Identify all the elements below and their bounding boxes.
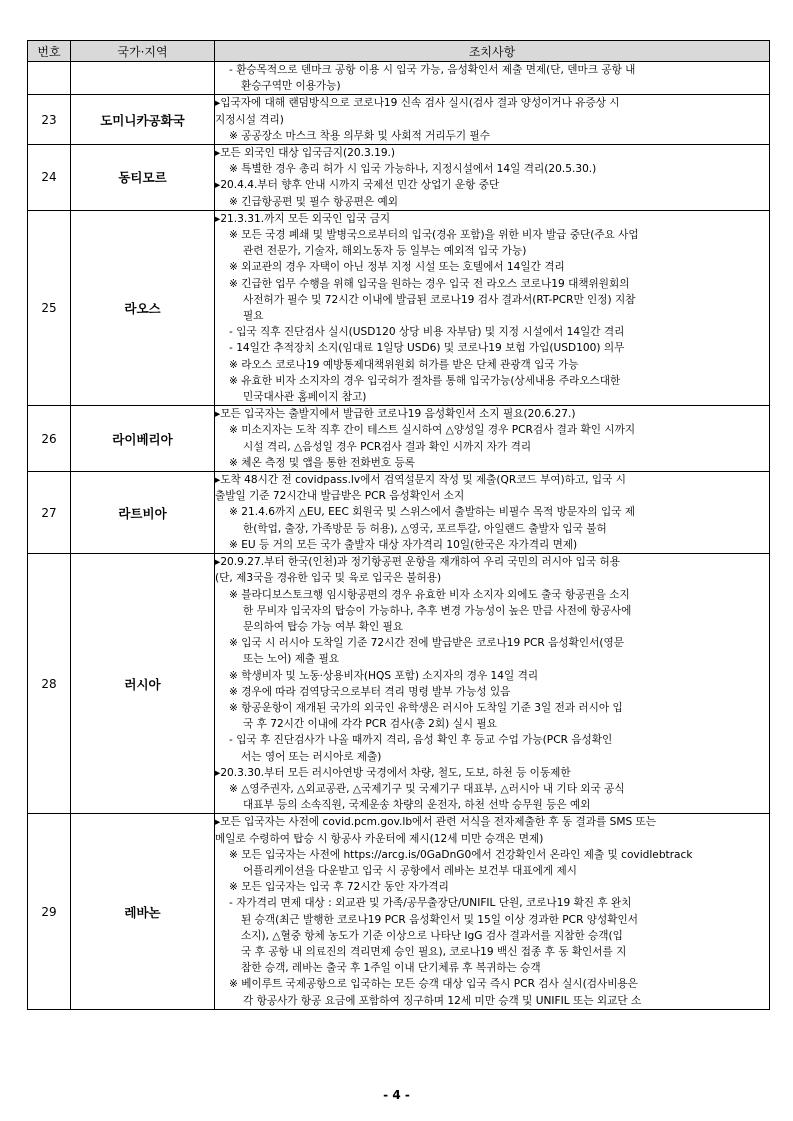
measure-line: ※ △영주권자, △외교공관, △국제기구 및 국제기구 대표부, △러시아 내 기타 외국 공식 xyxy=(229,782,625,795)
measure-line: ※ 라오스 코로나19 예방통제대책위원회 허가를 받은 단체 관광객 입국 가능 xyxy=(229,358,579,371)
measure-line: ※ 유효한 비자 소지자의 경우 입국허가 절차를 통해 입국가능(상세내용 주라오스대한 xyxy=(229,374,621,387)
measure-line: ※ 특별한 경우 총리 허가 시 입국 가능하나, 지정시설에서 14일 격리(20.5.30.) xyxy=(229,163,597,176)
country-name: 도미니카공화국 xyxy=(71,95,215,145)
measure-line: - 14일간 추적장치 소지(임대료 1일당 USD6) 및 코로나19 보험 가입(USD100) 의무 xyxy=(229,342,625,355)
measure-line: ▸21.3.31.까지 모든 외국인 입국 금지 xyxy=(215,212,391,225)
measure-line: 관련 전문가, 기술자, 해외노동자 등 일부는 예외적 입국 가능) xyxy=(243,245,527,258)
measure-line: 어플리케이션을 다운받고 입국 시 공항에서 레바논 보건부 대표에게 제시 xyxy=(243,864,577,877)
measure-line: ▸모든 입국자는 출발지에서 발급한 코로나19 음성확인서 소지 필요(20.6.27.) xyxy=(215,408,576,421)
measure-line: ※ 긴급항공편 및 필수 항공편은 예외 xyxy=(229,195,398,208)
table-header-row xyxy=(28,41,770,62)
country-name: 동티모르 xyxy=(71,145,215,211)
measure-line: ※ 미소지자는 도착 직후 간이 테스트 실시하여 △양성일 경우 PCR검사 결과 확인 시까지 xyxy=(229,424,636,437)
row-number: 23 xyxy=(28,95,71,145)
header-country: 국가·지역 xyxy=(71,41,215,62)
table-row xyxy=(28,145,770,211)
measure-line: 지정시설 격리) xyxy=(215,113,284,126)
measures-cell xyxy=(215,62,770,95)
row-number: 24 xyxy=(28,145,71,211)
measure-line: 민국대사관 홈페이지 참고) xyxy=(243,391,367,404)
measure-line: ※ 입국 시 러시아 도착일 기준 72시간 전에 발급받은 코로나19 PCR 음성확인서(영문 xyxy=(229,637,624,650)
measure-line: ※ 외교관의 경우 자택이 아닌 정부 지정 시설 또는 호텔에서 14일간 격리 xyxy=(229,261,565,274)
measure-line: - 입국 후 진단검사가 나올 때까지 격리, 음성 확인 후 등교 수업 가능(PCR 음성확인 xyxy=(229,734,613,747)
measures-cell xyxy=(215,814,770,1009)
measure-line: - 환승목적으로 덴마크 공항 이용 시 입국 가능, 음성확인서 제출 면제(단, 덴마크 공항 내 xyxy=(229,64,636,76)
measures-cell xyxy=(215,406,770,472)
measure-line: 서는 영어 또는 러시아로 제출) xyxy=(241,750,382,763)
measures-cell xyxy=(215,554,770,814)
measure-line: ※ 경우에 따라 검역당국으로부터 격리 명령 발부 가능성 있음 xyxy=(229,685,511,698)
country-name: 라트비아 xyxy=(71,472,215,554)
measure-line: 각 항공사가 항공 요금에 포함하여 징구하며 12세 미만 승객 및 UNIFIL 또는 외교단 소 xyxy=(243,994,642,1007)
measure-line: 된 승객(최근 발행한 코로나19 PCR 음성확인서 및 15일 이상 경과한 PCR 양성확인서 xyxy=(241,913,638,926)
measure-line: 소지), △혈중 항체 농도가 기준 이상으로 나타난 IgG 검사 결과서를 지참한 승객(입 xyxy=(241,929,623,942)
measure-line: ※ 공공장소 마스크 착용 의무화 및 사회적 거리두기 필수 xyxy=(229,129,490,142)
measure-line: (단, 제3국을 경유한 입국 및 육로 입국은 불허용) xyxy=(215,572,442,585)
measure-line: ▸20.4.4.부터 향후 안내 시까지 국제선 민간 상업기 운항 중단 xyxy=(215,179,500,192)
row-number xyxy=(28,62,71,95)
country-name: 레바논 xyxy=(71,814,215,1009)
table-row xyxy=(28,814,770,1009)
measure-line: ※ 모든 국경 폐쇄 및 발병국으로부터의 입국(경유 포함)을 위한 비자 발급 중단(주요 사업 xyxy=(229,229,639,242)
measure-line: 환승구역만 이용가능) xyxy=(241,80,341,93)
page-number: - 4 - xyxy=(383,1088,410,1102)
measure-line: ※ 블라디보스토크행 임시항공편의 경우 유효한 비자 소지자 외에도 출국 항공권을 소지 xyxy=(229,588,630,601)
table-row xyxy=(28,210,770,405)
header-measures: 조치사항 xyxy=(215,41,770,62)
country-name xyxy=(71,62,215,95)
measure-line: 한(학업, 출장, 가족방문 등 허용), △영국, 포르투갈, 아일랜드 출발자 입국 불허 xyxy=(243,522,607,535)
measure-line: 필요 xyxy=(243,310,264,323)
measure-line: ※ 베이루트 국제공항으로 입국하는 모든 승객 대상 입국 즉시 PCR 검사 실시(검사비용은 xyxy=(229,978,638,991)
measures-cell xyxy=(215,210,770,405)
row-number: 26 xyxy=(28,406,71,472)
measure-line: ▸모든 외국인 대상 입국금지(20.3.19.) xyxy=(215,147,396,160)
table-row xyxy=(28,472,770,554)
table-row xyxy=(28,554,770,814)
table-body xyxy=(28,62,770,1010)
measure-line: ※ 체온 측정 및 앱을 통한 전화번호 등록 xyxy=(229,456,415,469)
measure-line: ※ 항공운항이 재개된 국가의 외국인 유학생은 러시아 도착일 기준 3일 전과 러시아 입 xyxy=(229,701,623,714)
country-name: 러시아 xyxy=(71,554,215,814)
table-row xyxy=(28,406,770,472)
row-number: 27 xyxy=(28,472,71,554)
measure-line: 참한 승객, 레바논 출국 후 1주일 이내 단기체류 후 복귀하는 승객 xyxy=(241,962,541,975)
row-number: 28 xyxy=(28,554,71,814)
measure-line: ※ 학생비자 및 노동·상용비자(HQS 포함) 소지자의 경우 14일 격리 xyxy=(229,669,539,682)
measure-line: - 자가격리 면제 대상 : 외교관 및 가족/공무출장단/UNIFIL 단원, 코로나19 확진 후 완치 xyxy=(229,897,632,910)
country-name: 라오스 xyxy=(71,210,215,405)
measure-line: ※ 모든 입국자는 사전에 https://arcg.is/0GaDnG0에서 건강확인서 온라인 제출 및 covidlebtrack xyxy=(229,848,693,861)
table-row xyxy=(28,62,770,95)
measure-line: 또는 노어) 제출 필요 xyxy=(243,653,340,666)
measure-line: 메일로 수령하여 탑승 시 항공사 카운터에 제시(12세 미만 승객은 면제) xyxy=(215,832,544,845)
measure-line: ▸20.3.30.부터 모든 러시아연방 국경에서 차량, 철도, 도보, 하천 등 이동제한 xyxy=(215,766,571,779)
measures-table xyxy=(27,40,770,1010)
measure-line: ▸도착 48시간 전 covidpass.lv에서 검역설문지 작성 및 제출(QR코드 부여)하고, 입국 시 xyxy=(215,474,626,487)
measure-line: 시설 격리, △음성일 경우 PCR검사 결과 확인 시까지 자가 격리 xyxy=(243,440,532,453)
measure-line: 문의하여 탑승 가능 여부 확인 필요 xyxy=(243,620,404,633)
measure-line: ※ 긴급한 업무 수행을 위해 입국을 원하는 경우 입국 전 라오스 코로나19 대책위원회의 xyxy=(229,277,630,290)
measure-line: 국 후 72시간 이내에 각각 PCR 검사(총 2회) 실시 필요 xyxy=(243,718,497,731)
country-name: 라이베리아 xyxy=(71,406,215,472)
measure-line: 대표부 등의 소속직원, 국제운송 차량의 운전자, 하천 선박 승무원 등은 예외 xyxy=(243,799,591,812)
measure-line: ▸모든 입국자는 사전에 covid.pcm.gov.lb에서 관련 서식을 전자제출한 후 동 결과를 SMS 또는 xyxy=(215,816,657,829)
measure-line: ※ EU 등 거의 모든 국가 출발자 대상 자가격리 10일(한국은 자가격리 면제) xyxy=(229,538,578,551)
measure-line: 출발일 기준 72시간내 발급받은 PCR 음성확인서 소지 xyxy=(215,490,465,503)
measures-cell xyxy=(215,95,770,145)
measure-line: 국 후 공항 내 의료진의 격리면제 승인 필요), 코로나19 백신 접종 후 동 확인서를 지 xyxy=(241,945,627,958)
measures-cell xyxy=(215,472,770,554)
row-number: 25 xyxy=(28,210,71,405)
measure-line: ※ 모든 입국자는 입국 후 72시간 동안 자가격리 xyxy=(229,881,449,894)
measure-line: ▸입국자에 대해 랜덤방식으로 코로나19 신속 검사 실시(검사 결과 양성이거나 유증상 시 xyxy=(215,97,620,110)
measures-cell xyxy=(215,145,770,211)
measure-line: - 입국 직후 진단검사 실시(USD120 상당 비용 자부담) 및 지정 시설에서 14일간 격리 xyxy=(229,326,625,339)
table-row xyxy=(28,95,770,145)
measure-line: ▸20.9.27.부터 한국(인천)과 정기항공편 운항을 재개하여 우리 국민의 러시아 입국 허용 xyxy=(215,556,620,569)
measure-line: ※ 21.4.6까지 △EU, EEC 회원국 및 스위스에서 출발하는 비필수 목적 방문자의 입국 제 xyxy=(229,506,636,519)
measure-line: 한 무비자 입국자의 탑승이 가능하나, 추후 변경 가능성이 높은 만큼 사전에 항공사에 xyxy=(243,604,632,617)
header-no: 번호 xyxy=(28,41,71,62)
row-number: 29 xyxy=(28,814,71,1009)
measure-line: 사전허가 필수 및 72시간 이내에 발급된 코로나19 검사 결과서(RT-PCR만 인정) 지참 xyxy=(243,293,636,306)
